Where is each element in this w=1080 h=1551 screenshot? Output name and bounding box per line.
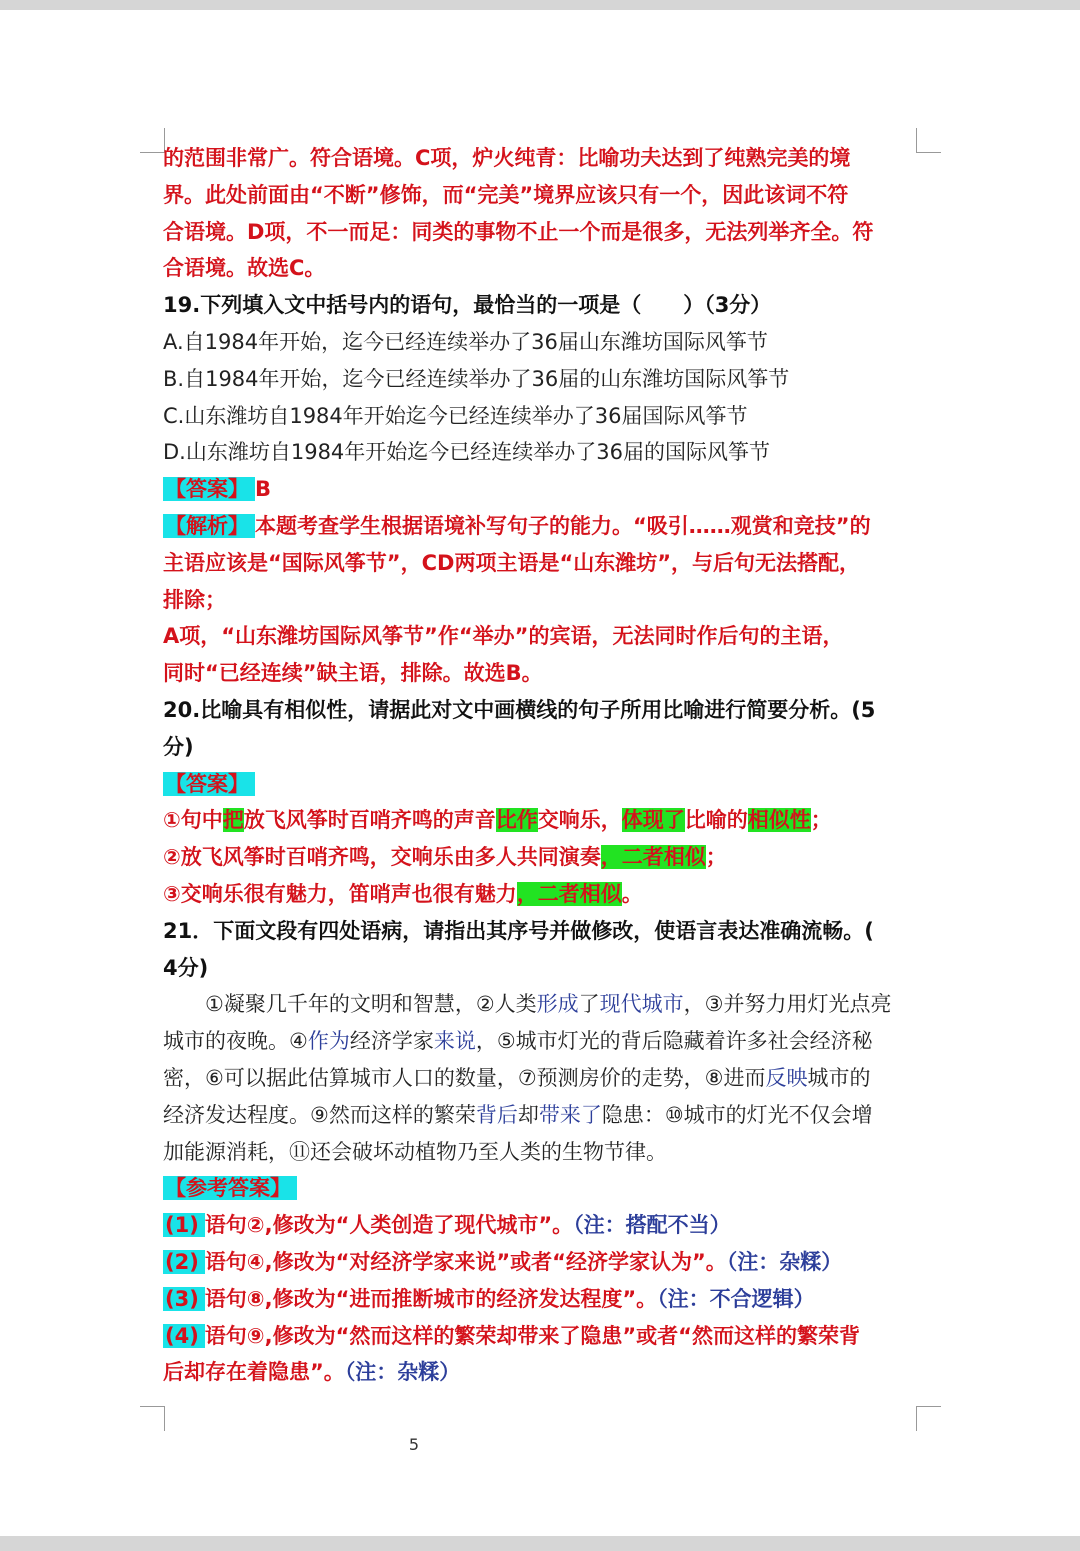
question-21-reference-tag-line <box>163 1170 923 1207</box>
question-20-answer-tag-line <box>163 766 923 803</box>
question-21-stem-line-1: 21．下面文段有四处语病，请指出其序号并做修改，使语言表达准确流畅。( <box>163 918 874 943</box>
highlight: ，二者相似 <box>516 881 622 906</box>
answer-text: ②放飞风筝时百哨齐鸣，交响乐由多人共同演奏 <box>163 845 601 870</box>
passage-marked: 反映 <box>765 1065 808 1090</box>
question-19-stem: 19.下列填入文中括号内的语句，最恰当的一项是（ ）（3分） <box>163 293 772 318</box>
item-number: (4) <box>163 1324 205 1348</box>
answer-value: B <box>255 477 272 502</box>
answer-text: 。 <box>621 881 643 906</box>
question-21-passage-line-5: 加能源消耗，⑪还会破坏动植物乃至人类的生物节律。 <box>163 1139 667 1164</box>
passage-text: 隐患：⑩城市的灯光不仅会增 <box>601 1102 873 1127</box>
question-20-stem-line-1: 20.比喻具有相似性，请据此对文中画横线的句子所用比喻进行简要分析。(5 <box>163 697 876 722</box>
question-19-analysis-line-2: 主语应该是“国际风筝节”，CD两项主语是“山东潍坊”，与后句无法搭配， <box>163 550 861 575</box>
answer-note: （注：搭配不当） <box>573 1213 731 1238</box>
reference-answer-1 <box>163 1207 923 1244</box>
reference-answer-4-cont <box>163 1354 923 1391</box>
analysis18-line-4: 合语境。故选C。 <box>163 256 326 281</box>
highlight: 体现了 <box>621 808 685 833</box>
question-21-passage-line-3 <box>163 1060 923 1097</box>
passage-text: 却 <box>517 1102 539 1127</box>
passage-text: ，⑤城市灯光的背后隐藏着许多社会经济秘 <box>475 1029 873 1054</box>
analysis18-line-2: 界。此处前面由“不断”修饰，而“完美”境界应该只有一个，因此该词不符 <box>163 182 849 207</box>
highlight: ，二者相似 <box>600 845 706 870</box>
question-21-passage-line-4 <box>163 1097 923 1134</box>
analysis18-line-3: 合语境。D项，不一而足：同类的事物不止一个而是很多，无法列举齐全。符 <box>163 219 874 244</box>
analysis18-line-1: 的范围非常广。符合语境。C项，炉火纯青：比喻功夫达到了纯熟完美的境 <box>163 146 851 170</box>
passage-text: 经济发达程度。⑨然而这样的繁荣 <box>163 1102 476 1127</box>
question-21-passage <box>163 986 923 1023</box>
question-21-stem-line-2: 4分) <box>163 955 209 980</box>
answer-text: ； <box>705 845 727 870</box>
question-19-option-a: A.自1984年开始，迄今已经连续举办了36届山东潍坊国际风筝节 <box>163 329 768 354</box>
highlight: 相似性 <box>747 808 811 833</box>
answer-text: 语句⑧,修改为“进而推断城市的经济发达程度”。 <box>204 1286 658 1311</box>
answer-tag: 【答案】 <box>163 772 255 796</box>
question-20-stem-line-2: 分) <box>163 734 194 759</box>
answer-text: 后却存在着隐患”。 <box>163 1360 345 1385</box>
item-number: (1) <box>163 1213 205 1237</box>
answer-text: 比喻的 <box>684 808 748 833</box>
passage-marked: 形成 <box>536 992 579 1017</box>
answer-text: ①句中 <box>163 808 223 833</box>
passage-text: 城市的夜晚。④ <box>163 1029 308 1054</box>
answer-note: （注：杂糅） <box>726 1249 843 1274</box>
question-19-option-c: C.山东潍坊自1984年开始迄今已经连续举办了36届国际风筝节 <box>163 403 748 428</box>
answer-text: ③交响乐很有魅力，笛哨声也很有魅力 <box>163 881 517 906</box>
question-21-passage-line-2 <box>163 1023 923 1060</box>
highlight: 把 <box>222 808 244 833</box>
passage-text: ①凝聚几千年的文明和智慧，②人类 <box>205 992 537 1017</box>
answer-text: 放飞风筝时百哨齐鸣的声音 <box>243 808 496 833</box>
analysis-text: 本题考查学生根据语境补写句子的能力。“吸引……观赏和竞技”的 <box>255 513 871 538</box>
question-19-answer <box>163 471 923 508</box>
reference-answer-4 <box>163 1318 923 1355</box>
passage-marked: 作为 <box>307 1029 350 1054</box>
passage-text: 密，⑥可以据此估算城市人口的数量，⑦预测房价的走势，⑧进而 <box>163 1065 766 1090</box>
question-19-option-d: D.山东潍坊自1984年开始迄今已经连续举办了36届的国际风筝节 <box>163 440 771 465</box>
answer-text: 语句②,修改为“人类创造了现代城市”。 <box>204 1213 574 1238</box>
highlight: 比作 <box>495 808 538 833</box>
question-19-analysis-line-3: 排除； <box>163 587 226 612</box>
question-19-option-b: B.自1984年开始，迄今已经连续举办了36届的山东潍坊国际风筝节 <box>163 366 790 391</box>
question-20-answer-1 <box>163 802 923 839</box>
passage-marked: 来说 <box>433 1029 476 1054</box>
question-19-analysis-line-1 <box>163 508 923 545</box>
crop-mark-bottom-right <box>916 1406 941 1431</box>
answer-text: ； <box>810 808 832 833</box>
crop-mark-bottom-left <box>140 1406 165 1431</box>
passage-text: 城市的 <box>807 1065 871 1090</box>
question-19-analysis-line-5: 同时“已经连续”缺主语，排除。故选B。 <box>163 661 543 686</box>
crop-mark-top-left <box>140 128 165 153</box>
reference-answer-3 <box>163 1281 923 1318</box>
reference-answer-tag: 【参考答案】 <box>163 1176 297 1200</box>
reference-answer-2 <box>163 1244 923 1281</box>
question-20-answer-2 <box>163 839 923 876</box>
passage-marked: 带来了 <box>538 1102 602 1127</box>
answer-note: （注：杂糅） <box>344 1360 461 1385</box>
answer-tag: 【答案】 <box>163 477 255 501</box>
answer-text: 语句④,修改为“对经济学家来说”或者“经济学家认为”。 <box>204 1249 727 1274</box>
answer-text: 语句⑨,修改为“然而这样的繁荣却带来了隐患”或者“然而这样的繁荣背 <box>204 1323 860 1348</box>
passage-marked: 现代城市 <box>599 992 684 1017</box>
question-19-analysis-line-4: A项，“山东潍坊国际风筝节”作“举办”的宾语，无法同时作后句的主语， <box>163 624 844 649</box>
item-number: (2) <box>163 1250 205 1274</box>
page-number: 5 <box>408 1435 420 1454</box>
passage-text: 了 <box>578 992 600 1017</box>
passage-text: 经济学家 <box>349 1029 434 1054</box>
answer-note: （注：不合逻辑） <box>657 1286 815 1311</box>
analysis-tag: 【解析】 <box>163 514 255 538</box>
passage-text: ，③并努力用灯光点亮 <box>683 992 892 1017</box>
document-page <box>0 10 1080 1536</box>
page-content <box>163 140 923 1391</box>
question-20-answer-3 <box>163 876 923 913</box>
item-number: (3) <box>163 1287 205 1311</box>
passage-marked: 背后 <box>475 1102 518 1127</box>
answer-text: 交响乐， <box>537 808 622 833</box>
